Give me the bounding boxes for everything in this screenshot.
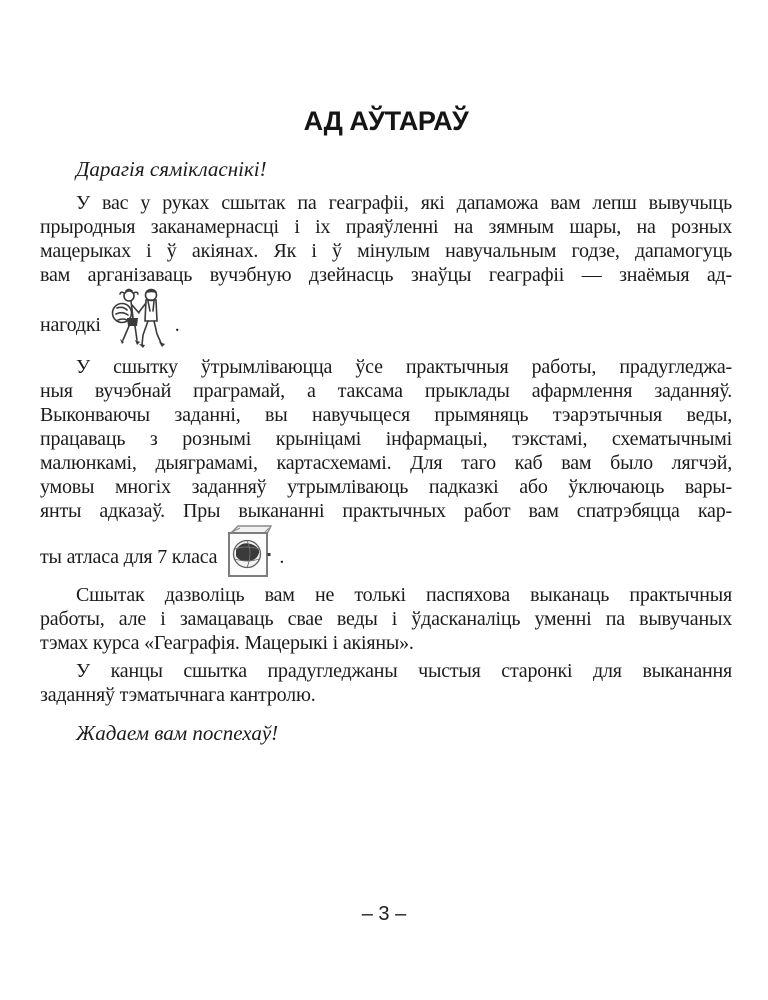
paragraph-3 — [40, 583, 732, 655]
atlas-book-icon — [225, 523, 275, 579]
paragraph-1 — [40, 191, 732, 351]
text-line: работы, але і замацаваць свае веды і ўдасканаліць уменні па вывучаных — [40, 608, 732, 630]
paragraph-4 — [40, 659, 732, 707]
text-line: працаваць з рознымі крыніцамі інфармацыі, тэкстамі, схематычнымі — [40, 428, 732, 450]
text-line: тэмах курса «Геаграфія. Мацерыкі і акіяны». — [40, 632, 414, 654]
text-line: мацерыках і ў акіянах. Як і ў мінулым навучальным годзе, дапамогуць — [40, 240, 732, 262]
text-line: Сшытак дазволіць вам не толькі паспяхова выканаць практычныя — [76, 584, 732, 606]
text-fragment: . — [279, 546, 285, 568]
text-line-with-illustration — [40, 523, 732, 579]
text-fragment: ты атласа для 7 класа — [40, 546, 218, 568]
text-line: вам арганізаваць вучэбную дзейнасць знаўцы геаграфіі — знаёмыя ад- — [40, 264, 732, 286]
text-fragment: . — [174, 314, 180, 336]
walking-children-icon — [109, 287, 171, 351]
page-number: – 3 – — [361, 903, 407, 925]
text-line: ныя вучэбнай праграмай, а таксама прыклады афармлення заданняў. — [40, 380, 732, 402]
page-title: АД АЎТАРАЎ — [303, 106, 469, 136]
text-line: прыродныя заканамернасці і іх праяўленні на зямным шары, на розных — [40, 216, 732, 238]
page-content — [40, 106, 732, 745]
text-fragment: нагодкі — [40, 314, 101, 336]
text-line: У вас у руках сшытак па геаграфіі, які дапаможа вам лепш вывучыць — [76, 192, 732, 214]
text-line-with-illustration — [40, 287, 732, 351]
text-line: Выконваючы заданні, вы навучыцеся прымяняць тэарэтычныя веды, — [40, 404, 732, 426]
closing-line: Жадаем вам поспехаў! — [76, 721, 279, 745]
text-line: У сшытку ўтрымліваюцца ўсе практычныя работы, прадугледжа- — [76, 356, 732, 378]
paragraph-2 — [40, 355, 732, 579]
text-line: У канцы сшытка прадугледжаны чыстыя старонкі для выканання — [76, 660, 732, 682]
text-line: заданняў тэматычнага кантролю. — [40, 684, 316, 706]
text-line: янты адказаў. Пры выкананні практычных работ вам спатрэбяцца кар- — [40, 500, 732, 522]
text-line: умовы многіх заданняў утрымліваюць падказкі або ўключаюць вары- — [40, 476, 732, 498]
text-line: малюнкамі, дыяграмамі, картасхемамі. Для таго каб вам было лягчэй, — [40, 452, 732, 474]
greeting-line: Дарагія сямікласнікі! — [76, 157, 267, 181]
